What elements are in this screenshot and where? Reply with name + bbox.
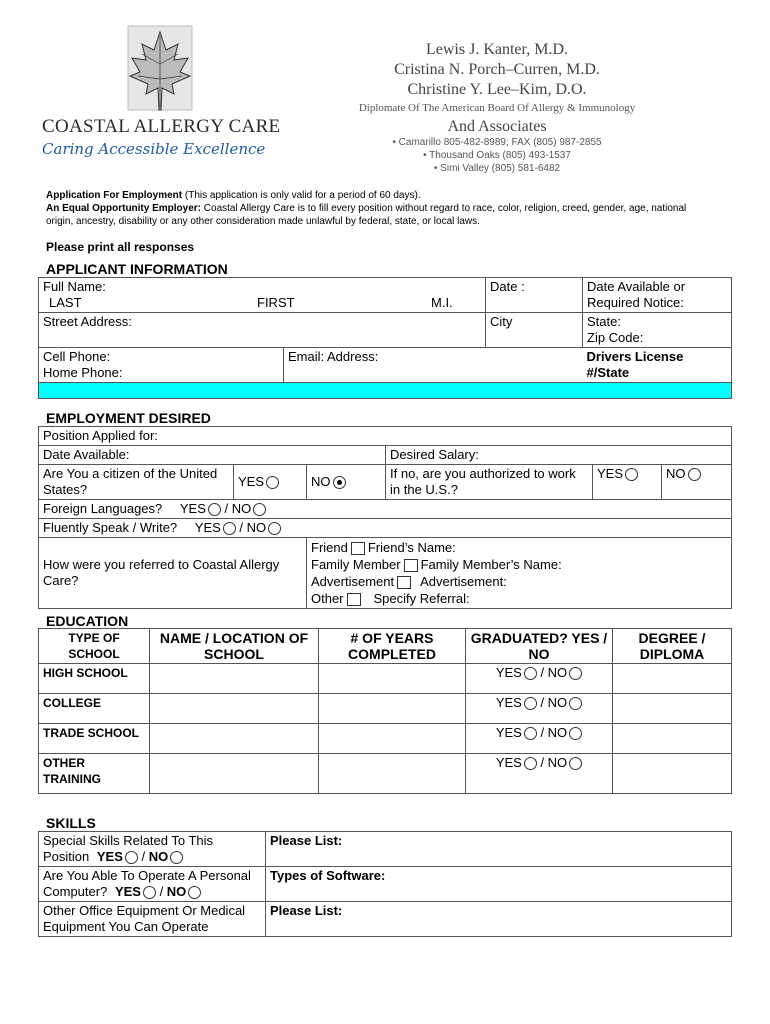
ad-checkbox[interactable] <box>397 576 411 589</box>
radio-yes-icon[interactable] <box>223 522 236 535</box>
last-label: LAST <box>49 295 82 310</box>
city-label: City <box>490 314 513 329</box>
city-field[interactable] <box>486 313 583 348</box>
edu-header-years: # OF YEARS COMPLETED <box>319 629 466 664</box>
radio-yes-icon[interactable] <box>524 727 537 740</box>
cell-label: Cell Phone: <box>43 349 111 364</box>
phone-field[interactable] <box>39 348 284 383</box>
equipment-list-field[interactable] <box>266 902 732 937</box>
state-label: State: <box>587 314 621 329</box>
edu-years-cell[interactable] <box>319 664 466 694</box>
radio-no-icon[interactable] <box>569 727 582 740</box>
radio-no-icon[interactable] <box>188 886 201 899</box>
doctor-name: Cristina N. Porch–Curren, M.D. <box>394 61 600 78</box>
edu-graduated-cell: YES / NO <box>466 694 613 724</box>
skills-list-field[interactable] <box>266 832 732 867</box>
email-label: Email: Address: <box>288 349 379 364</box>
edu-degree-cell[interactable] <box>613 724 732 754</box>
mi-label: M.I. <box>431 295 453 310</box>
foreign-languages-row <box>39 500 732 519</box>
yes-label: YES <box>179 501 206 516</box>
software-label: Types of Software: <box>270 868 386 883</box>
email-field[interactable] <box>284 348 583 383</box>
radio-no-icon[interactable] <box>170 851 183 864</box>
notice-title-note: (This application is only valid for a period of 60 days). <box>182 190 421 201</box>
skills-q2-label: Are You Able To Operate A Personal Computer? <box>43 868 251 899</box>
location-line: • Camarillo 805-482-8989; FAX (805) 987-2855 <box>392 137 602 148</box>
equipment-list-label: Please List: <box>270 903 343 918</box>
skills-table <box>38 831 732 937</box>
logo-name: COASTAL ALLERGY CARE <box>42 116 281 137</box>
radio-no-icon[interactable] <box>688 468 701 481</box>
no-label: NO <box>547 725 568 740</box>
citizen-yes[interactable] <box>234 465 307 500</box>
edu-name-cell[interactable] <box>150 664 319 694</box>
license-field[interactable] <box>583 348 732 383</box>
location-line: • Thousand Oaks (805) 493-1537 <box>423 150 571 161</box>
radio-yes-icon[interactable] <box>524 697 537 710</box>
edu-degree-cell[interactable] <box>613 694 732 724</box>
skills-section-title: SKILLS <box>46 815 96 831</box>
friend-name-label: Friend’s Name: <box>367 540 456 555</box>
eeo-title: An Equal Opportunity Employer: <box>46 203 202 214</box>
eeo-text: Coastal Allergy Care is to fill every position without regard to race, color, religion, creed, gender, age, national origin, ancestry, disability or any other consideration made unlawful by federal, state, or local laws. <box>46 203 687 227</box>
fluent-label: Fluently Speak / Write? <box>43 520 178 535</box>
radio-no-selected-icon[interactable] <box>333 476 346 489</box>
emp-date-available-label: Date Available: <box>43 447 130 462</box>
radio-no-icon[interactable] <box>569 667 582 680</box>
citizen-label: Are You a citizen of the United States? <box>43 466 218 497</box>
friend-label: Friend <box>311 540 348 555</box>
doctor-name: Christine Y. Lee–Kim, D.O. <box>407 81 587 98</box>
radio-yes-icon[interactable] <box>143 886 156 899</box>
emp-date-available-field[interactable] <box>39 446 386 465</box>
doctor-name: Lewis J. Kanter, M.D. <box>426 41 568 58</box>
street-label: Street Address: <box>43 314 132 329</box>
no-label: NO <box>166 884 187 899</box>
zip-label: Zip Code: <box>587 330 644 345</box>
yes-label: YES <box>194 520 221 535</box>
other-label: Other <box>311 591 344 606</box>
no-label: NO <box>666 466 686 481</box>
yes-label: YES <box>96 849 123 864</box>
skills-q1-label: Special Skills Related To This Position <box>43 833 214 864</box>
street-field[interactable] <box>39 313 486 348</box>
radio-yes-icon[interactable] <box>208 503 221 516</box>
radio-yes-icon[interactable] <box>125 851 138 864</box>
ad-label: Advertisement <box>311 574 395 589</box>
logo-tagline: Caring Accessible Excellence <box>42 140 266 158</box>
yes-label: YES <box>495 725 522 740</box>
no-label: NO <box>148 849 169 864</box>
edu-header-degree: DEGREE / DIPLOMA <box>613 629 732 664</box>
authorized-label: If no, are you authorized to work in the U.S.? <box>390 466 576 497</box>
edu-type-high-school: HIGH SCHOOL <box>39 664 150 694</box>
employment-table <box>38 426 732 609</box>
home-label: Home Phone: <box>43 365 123 380</box>
cyan-separator <box>39 383 732 399</box>
radio-no-icon[interactable] <box>268 522 281 535</box>
foreign-label: Foreign Languages? <box>43 501 163 516</box>
skills-q3-label: Other Office Equipment Or Medical Equipment You Can Operate <box>43 903 246 934</box>
no-label: NO <box>547 755 568 770</box>
radio-yes-icon[interactable] <box>625 468 638 481</box>
employment-section-title: EMPLOYMENT DESIRED <box>46 410 211 426</box>
edu-years-cell[interactable] <box>319 694 466 724</box>
citizen-no[interactable] <box>307 465 386 500</box>
no-label: / NO <box>224 501 252 516</box>
notice-title: Application For Employment <box>46 190 183 201</box>
edu-type-college: COLLEGE <box>39 694 150 724</box>
skills-q3 <box>39 902 266 937</box>
no-label: NO <box>547 695 568 710</box>
friend-checkbox[interactable] <box>351 542 365 555</box>
ad-detail-label: Advertisement: <box>420 574 507 589</box>
license-label: Drivers License #/State <box>586 349 684 380</box>
no-label: / NO <box>239 520 267 535</box>
applicant-section-title: APPLICANT INFORMATION <box>46 261 228 277</box>
edu-name-cell[interactable] <box>150 754 319 794</box>
other-checkbox[interactable] <box>347 593 361 606</box>
education-section-title: EDUCATION <box>46 613 129 629</box>
education-table <box>38 628 732 794</box>
yes-label: YES <box>597 466 624 481</box>
edu-name-cell[interactable] <box>150 724 319 754</box>
edu-header-graduated: GRADUATED? YES / NO <box>466 629 613 664</box>
skills-q2: Are You Able To Operate A Personal Computer? YES / NO <box>39 867 266 902</box>
edu-graduated-cell: YES / NO <box>466 724 613 754</box>
edu-type-other: OTHER TRAINING <box>39 754 150 794</box>
applicant-table <box>38 277 732 399</box>
diplomate-line: Diplomate Of The American Board Of Allergy & Immunology <box>358 102 636 114</box>
first-label: FIRST <box>257 295 295 310</box>
position-label: Position Applied for: <box>43 428 158 443</box>
date-available-label: Date Available or Required Notice: <box>587 279 686 310</box>
yes-label: YES <box>114 884 141 899</box>
referred-label: How were you referred to Coastal Allergy Care? <box>43 557 280 588</box>
authorized-yes[interactable] <box>593 465 662 500</box>
date-available-field[interactable] <box>583 278 732 313</box>
state-zip-field[interactable] <box>583 313 732 348</box>
full-name-field[interactable] <box>39 278 486 313</box>
edu-name-cell[interactable] <box>150 694 319 724</box>
authorized-question <box>386 465 593 500</box>
edu-degree-cell[interactable] <box>613 664 732 694</box>
doctors-header <box>282 40 712 175</box>
full-name-label: Full Name: <box>43 279 106 294</box>
family-name-label: Family Member’s Name: <box>420 557 562 572</box>
edu-degree-cell[interactable] <box>613 754 732 794</box>
edu-header-type: TYPE OF SCHOOL <box>39 629 150 664</box>
skills-list-label: Please List: <box>270 833 343 848</box>
yes-label: YES <box>238 474 265 489</box>
edu-header-name: NAME / LOCATION OF SCHOOL <box>150 629 319 664</box>
radio-no-icon[interactable] <box>253 503 266 516</box>
no-label: NO <box>547 665 568 680</box>
radio-yes-icon[interactable] <box>524 667 537 680</box>
yes-label: YES <box>495 755 522 770</box>
citizen-question <box>39 465 234 500</box>
family-checkbox[interactable] <box>404 559 418 572</box>
edu-graduated-cell: YES / NO <box>466 664 613 694</box>
no-label: NO <box>311 474 331 489</box>
edu-years-cell[interactable] <box>319 724 466 754</box>
authorized-no[interactable] <box>662 465 732 500</box>
location-line: • Simi Valley (805) 581-6482 <box>433 163 561 174</box>
associates-line: And Associates <box>447 118 547 135</box>
radio-no-icon[interactable] <box>569 697 582 710</box>
edu-type-trade: TRADE SCHOOL <box>39 724 150 754</box>
yes-label: YES <box>495 695 522 710</box>
edu-graduated-cell: YES / NO <box>466 754 613 794</box>
skills-q1: Special Skills Related To This Position YES / NO <box>39 832 266 867</box>
salary-label: Desired Salary: <box>390 447 479 462</box>
family-label: Family Member <box>311 557 401 572</box>
date-field[interactable] <box>486 278 583 313</box>
salary-field[interactable] <box>386 446 732 465</box>
application-notice <box>46 189 716 228</box>
print-note: Please print all responses <box>46 240 195 254</box>
radio-yes-icon[interactable] <box>266 476 279 489</box>
referral-label: Specify Referral: <box>373 591 470 606</box>
yes-label: YES <box>495 665 522 680</box>
edu-years-cell[interactable] <box>319 754 466 794</box>
position-field[interactable] <box>39 427 732 446</box>
referral-options <box>307 538 732 609</box>
software-field[interactable] <box>266 867 732 902</box>
fluent-row <box>39 519 732 538</box>
radio-yes-icon[interactable] <box>524 757 537 770</box>
radio-no-icon[interactable] <box>569 757 582 770</box>
date-label: Date : <box>490 279 525 294</box>
referral-question <box>39 538 307 609</box>
